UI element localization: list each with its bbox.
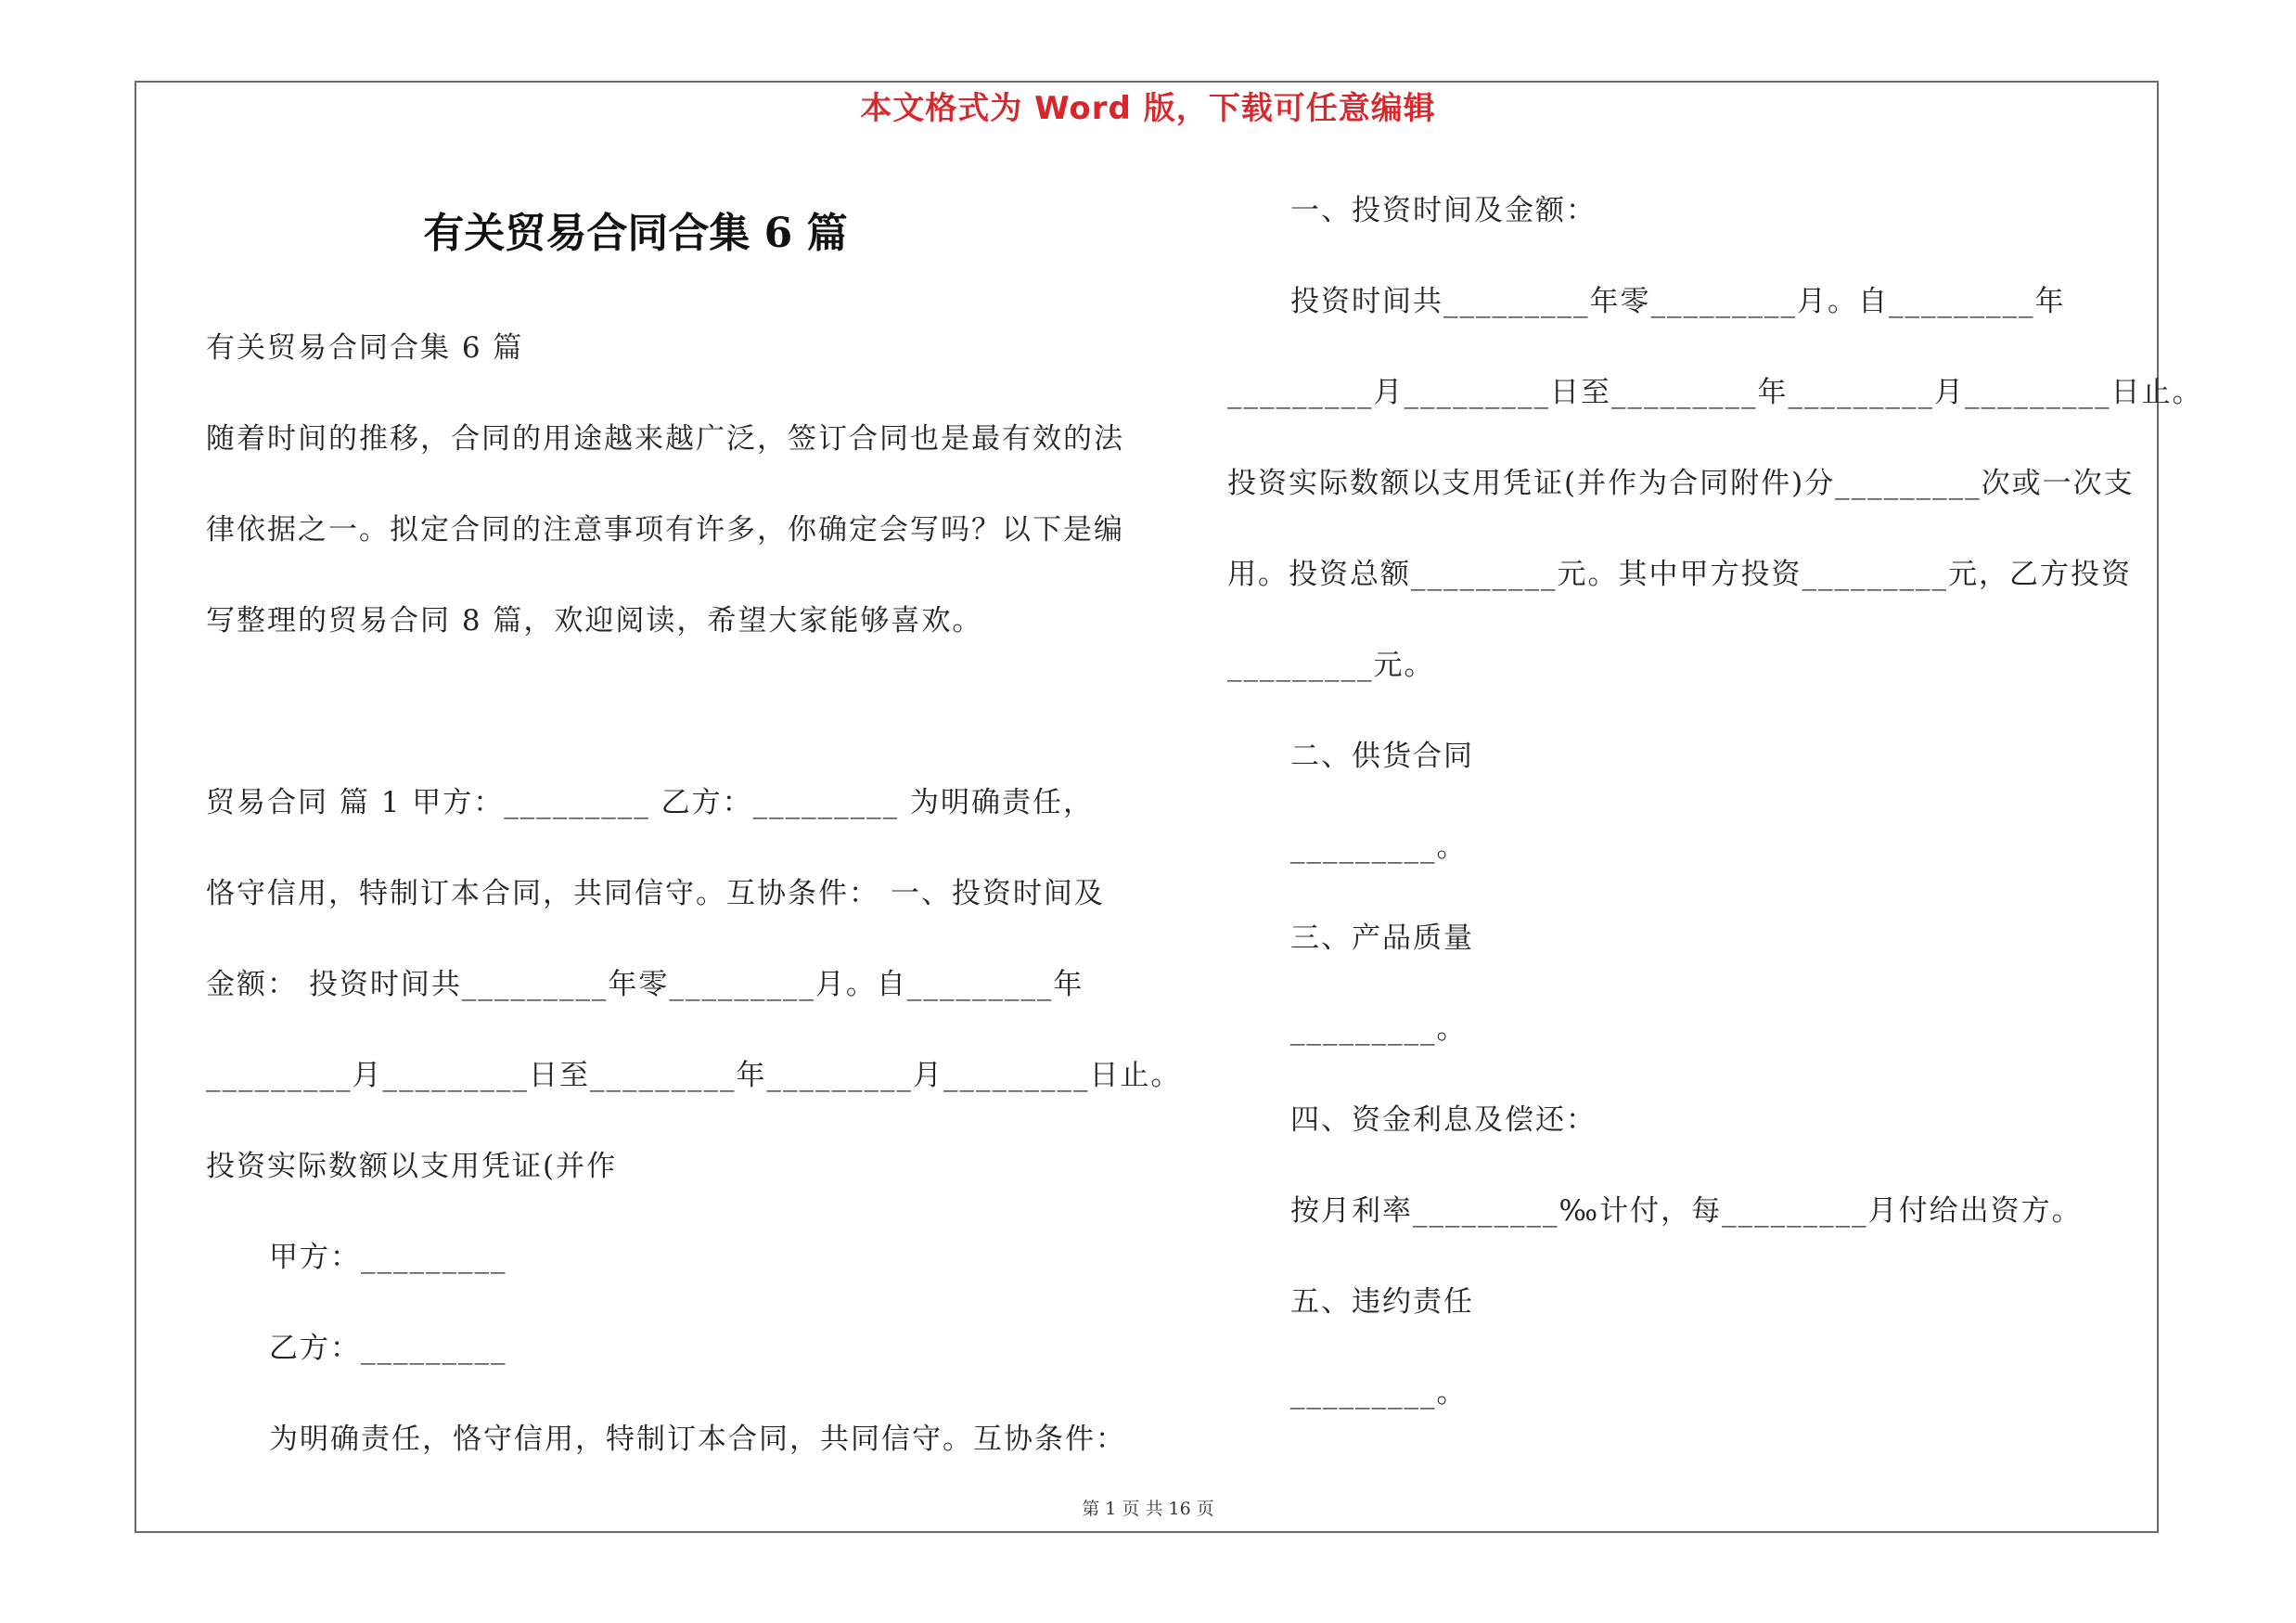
- paragraph-line: 用。投资总额_________元。其中甲方投资_________元，乙方投资: [1227, 558, 2132, 591]
- paragraph-line: _________。: [1290, 831, 1468, 864]
- paragraph-line: _________月_________日至_________年_________月_________日止。: [206, 1059, 1182, 1092]
- paragraph-line: 有关贸易合同合集 6 篇: [206, 331, 524, 365]
- paragraph-line: 投资实际数额以支用凭证(并作为合同附件)分_________次或一次支: [1227, 467, 2135, 500]
- paragraph-line: 贸易合同 篇 1 甲方：_________ 乙方：_________ 为明确责任，: [206, 786, 1094, 819]
- paragraph-line: 随着时间的推移，合同的用途越来越广泛，签订合同也是最有效的法: [206, 422, 1124, 456]
- section-heading: 四、资金利息及偿还：: [1290, 1103, 1597, 1137]
- paragraph-line: 按月利率_________‰计付，每_________月付给出资方。: [1290, 1194, 2083, 1228]
- section-heading: 二、供货合同: [1290, 740, 1474, 773]
- paragraph-line: 写整理的贸易合同 8 篇，欢迎阅读，希望大家能够喜欢。: [206, 604, 983, 638]
- page-number-footer: 第 1 页 共 16 页: [1082, 1499, 1214, 1519]
- paragraph-line: 律依据之一。拟定合同的注意事项有许多，你确定会写吗？以下是编: [206, 513, 1124, 547]
- format-notice-banner: 本文格式为 Word 版，下载可任意编辑: [860, 90, 1436, 127]
- section-heading: 三、产品质量: [1290, 921, 1474, 955]
- document-title: 有关贸易合同合集 6 篇: [423, 210, 848, 257]
- paragraph-line: 投资时间共_________年零_________月。自_________年: [1290, 285, 2066, 318]
- paragraph-line: _________。: [1290, 1376, 1468, 1410]
- paragraph-line: _________。: [1290, 1012, 1468, 1046]
- party-a-line: 甲方：_________: [269, 1241, 507, 1274]
- section-heading: 五、违约责任: [1290, 1285, 1474, 1319]
- paragraph-line: 恪守信用，特制订本合同，共同信守。互协条件： 一、投资时间及: [206, 877, 1105, 910]
- paragraph-line: _________月_________日至_________年_________月_________日止。: [1227, 376, 2203, 409]
- paragraph-line: 为明确责任，恪守信用，特制订本合同，共同信守。互协条件：: [269, 1423, 1126, 1456]
- paragraph-line: 金额： 投资时间共_________年零_________月。自_________年: [206, 968, 1084, 1001]
- section-heading: 一、投资时间及金额：: [1290, 194, 1597, 227]
- party-b-line: 乙方：_________: [269, 1332, 507, 1365]
- paragraph-line: _________元。: [1227, 649, 1435, 682]
- paragraph-line: 投资实际数额以支用凭证(并作: [206, 1150, 618, 1183]
